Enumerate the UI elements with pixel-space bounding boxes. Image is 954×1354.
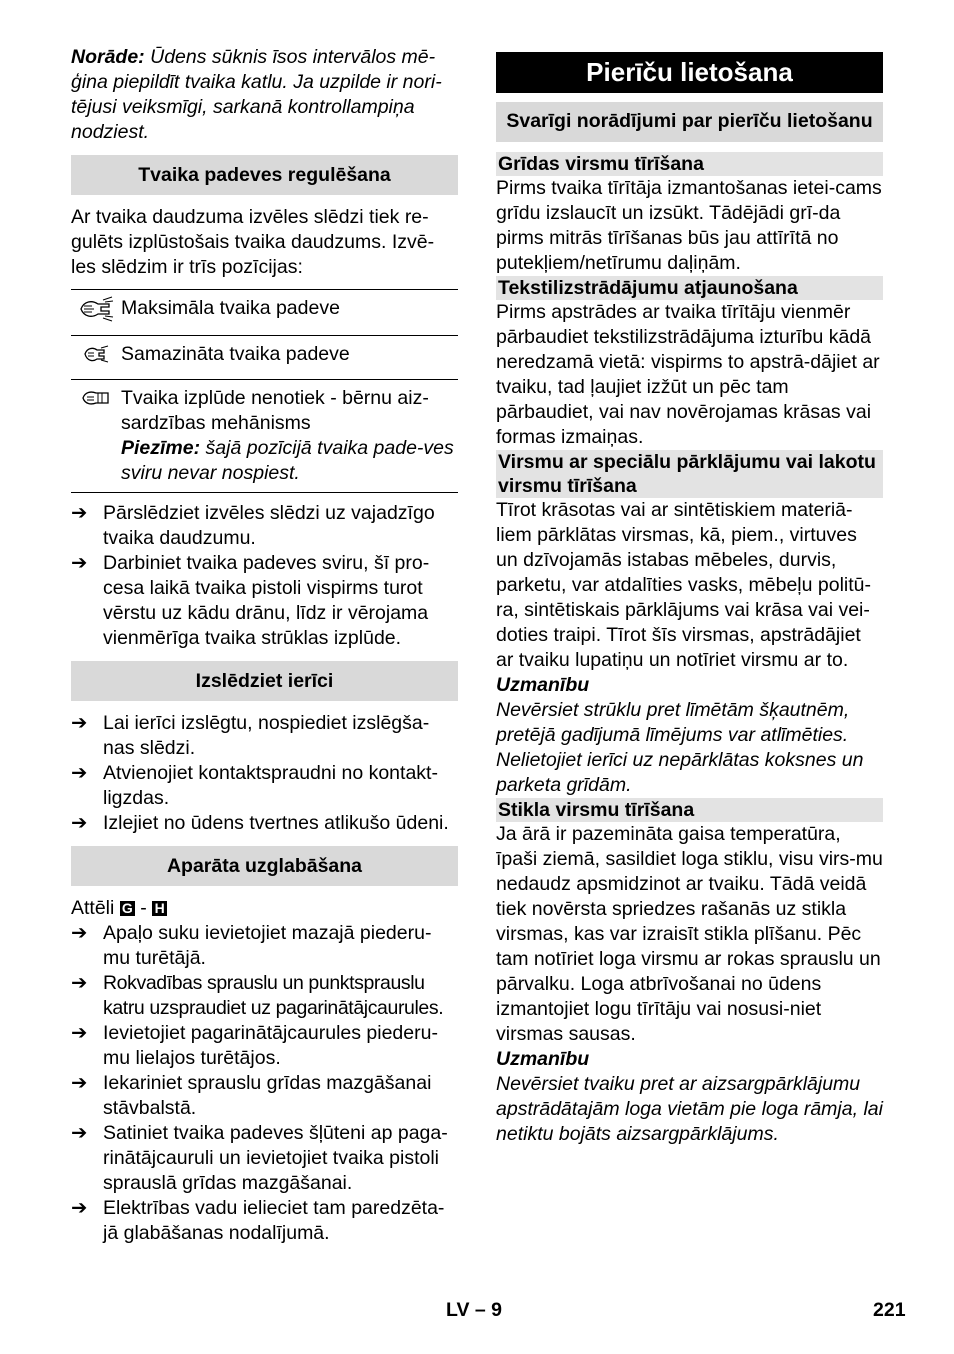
arrow-right-icon: ➔ (71, 1022, 88, 1044)
list-item (71, 1071, 458, 1121)
list-item (71, 711, 458, 761)
list-item (71, 1121, 458, 1196)
step-text: Rokvadības sprauslu un punktsprauslu katru uzspraudiet uz pagarinātājcaurules. (103, 972, 444, 1019)
reduced-steam-icon (71, 336, 121, 380)
textile-text: Pirms apstrādes ar tvaika tīrītāju vienmēr pārbaudiet tekstilizstrādājuma izturību kādā neredzamā vietā: vispirms to apstrā-dājiet ar tvaiku, tad ļaujiet izžūt un pēc tam pārbaudiet, vai nav novērojamas krāsas vai formas izmaiņas. (496, 301, 880, 448)
position-note-text: šajā pozīcijā tvaika pade-ves sviru nevar nospiest. (121, 437, 454, 484)
note-text: Ūdens sūknis īsos intervālos mē-ģina piepildīt tvaika katlu. Ja uzpilde ir nori-tējusi veiksmīgi, sarkanā kontrollampiņa nodziest. (71, 46, 442, 143)
step-text: Izlejiet no ūdens tvertnes atlikušo ūdeni. (103, 812, 449, 834)
arrow-right-icon: ➔ (71, 552, 88, 574)
list-item (71, 1196, 458, 1246)
list-item (71, 501, 458, 551)
coated-text: Tīrot krāsotas vai ar sintētiskiem materiā-liem pārklātas virsmas, kā, piem., virtuves un dzīvojamās istabas mēbeles, durvis, parketu, var atdalīties vasks, mēbeļu politū-ra, sintētiskais pārklājums vai krāsa vai vei-doties traipi. Tīrot šīs virsmas, apstrādājiet ar tvaiku lupatiņu un notīriet virsmu ar to. (496, 499, 872, 671)
arrow-right-icon: ➔ (71, 1122, 88, 1144)
figure-badge-from: G (120, 901, 135, 916)
storage-steps-list (71, 921, 458, 1246)
steam-steps-list (71, 501, 458, 651)
note-label: Norāde: (71, 46, 145, 68)
table-row (71, 380, 458, 493)
subsection-title-floor: Grīdas virsmu tīrīšana (496, 152, 883, 176)
page-title: Pierīču lietošana (496, 52, 883, 93)
arrow-right-icon: ➔ (71, 922, 88, 944)
step-text: Elektrības vadu ielieciet tam paredzēta-jā glabāšanas nodalījumā. (103, 1197, 445, 1244)
arrow-right-icon: ➔ (71, 762, 88, 784)
position-cell (121, 380, 458, 493)
position-label: Maksimāla tvaika padeve (121, 290, 458, 336)
step-text: Satiniet tvaika padeves šļūteni ap paga-rinātājcauruli un ievietojiet tvaika pistoli sprauslā grīdas mazgāšanai. (103, 1122, 448, 1194)
arrow-right-icon: ➔ (71, 502, 88, 524)
section-title-switch-off: Izslēdziet ierīci (71, 661, 458, 701)
step-text: Pārslēdziet izvēles slēdzi uz vajadzīgo tvaika daudzumu. (103, 502, 435, 549)
step-text: Ievietojiet pagarinātājcaurules piederu-mu lielajos turētājos. (103, 1022, 438, 1069)
position-label: Tvaika izplūde nenotiek - bērnu aiz-sardzības mehānisms (121, 387, 429, 434)
glass-caution-text: Nevērsiet tvaiku pret ar aizsargpārklājumu apstrādātajām loga vietām pie loga rāmja, lai netiktu bojāts aizsargpārklājums. (496, 1073, 883, 1145)
glass-caution-label: Uzmanību (496, 1048, 590, 1070)
step-text: Iekariniet sprauslu grīdas mazgāšanai stāvbalstā. (103, 1072, 432, 1119)
steam-intro: Ar tvaika daudzuma izvēles slēdzi tiek re-gulēts izplūstošais tvaika daudzums. Izvē-les slēdzim ir trīs pozīcijas: (71, 206, 435, 278)
position-note-label: Piezīme: (121, 437, 201, 459)
right-column (496, 45, 883, 1147)
note-paragraph (71, 45, 458, 145)
steam-positions-table (71, 289, 458, 493)
page-number: 221 (873, 1299, 906, 1321)
list-item (71, 971, 458, 1021)
section-title-storage: Aparāta uzglabāšana (71, 846, 458, 886)
step-text: Darbiniet tvaika padeves sviru, šī pro-cesa laikā tvaika pistoli vispirms turot vērstu uz kādu drānu, līdz ir vērojama vienmērīga tvaika strūklas izplūde. (103, 552, 430, 649)
list-item (71, 551, 458, 651)
position-label: Samazināta tvaika padeve (121, 336, 458, 380)
subsection-title-textile: Tekstilizstrādājumu atjaunošana (496, 276, 883, 300)
subsection-title-glass: Stikla virsmu tīrīšana (496, 798, 883, 822)
list-item (71, 761, 458, 811)
figure-badge-to: H (152, 901, 167, 916)
arrow-right-icon: ➔ (71, 1072, 88, 1094)
step-text: Lai ierīci izslēgtu, nospiediet izslēgša-nas slēdzi. (103, 712, 430, 759)
figures-label: Attēli (71, 897, 115, 919)
list-item (71, 921, 458, 971)
arrow-right-icon: ➔ (71, 712, 88, 734)
coated-caution-label: Uzmanību (496, 674, 590, 696)
figures-reference (71, 896, 458, 921)
step-text: Atvienojiet kontaktspraudni no kontakt-ligzdas. (103, 762, 438, 809)
list-item (71, 1021, 458, 1071)
coated-caution-text: Nevērsiet strūklu pret līmētām šķautnēm, pretējā gadījumā līmējums var atlīmēties. Nelietojiet ierīci uz nepārklātas koksnes un parketa grīdām. (496, 699, 864, 796)
off-steps-list (71, 711, 458, 836)
table-row (71, 290, 458, 336)
child-lock-icon (71, 380, 121, 493)
arrow-right-icon: ➔ (71, 812, 88, 834)
max-steam-icon (71, 290, 121, 336)
floor-text: Pirms tvaika tīrītāja izmantošanas ietei-cams grīdu izslaucīt un izsūkt. Tādējādi grī-da pirms mitrās tīrīšanas būs jau attīrītā no putekļiem/netīrumu daļiņām. (496, 177, 882, 274)
figure-separator: - (134, 897, 153, 919)
arrow-right-icon: ➔ (71, 1197, 88, 1219)
position-note (121, 436, 458, 486)
step-text: Apaļo suku ievietojiet mazajā piederu-mu turētājā. (103, 922, 432, 969)
table-row (71, 336, 458, 380)
section-title-accessories: Svarīgi norādījumi par pierīču lietošanu (496, 102, 883, 142)
list-item (71, 811, 458, 836)
section-title-steam-regulation: Tvaika padeves regulēšana (71, 155, 458, 195)
subsection-title-coated: Virsmu ar speciālu pārklājumu vai lakotu virsmu tīrīšana (496, 450, 883, 498)
glass-text: Ja ārā ir pazemināta gaisa temperatūra, īpaši ziemā, sasildiet loga stiklu, visu virs-mu nedaudz apsmidzinot ar tvaiku. Tādā veidā tiek novērsta spriedzes rašanās uz stikla virsmas, kas var izraisīt stikla plīšanu. Pēc tam notīriet loga virsmu ar rokas sprauslu un pārvalku. Loga atbrīvošanai no ūdens izmantojiet logu tīrītāju vai nosusi-niet virsmas sausas. (496, 823, 883, 1045)
page-label: LV – 9 (446, 1299, 502, 1321)
arrow-right-icon: ➔ (71, 972, 88, 994)
left-column (71, 45, 458, 1246)
